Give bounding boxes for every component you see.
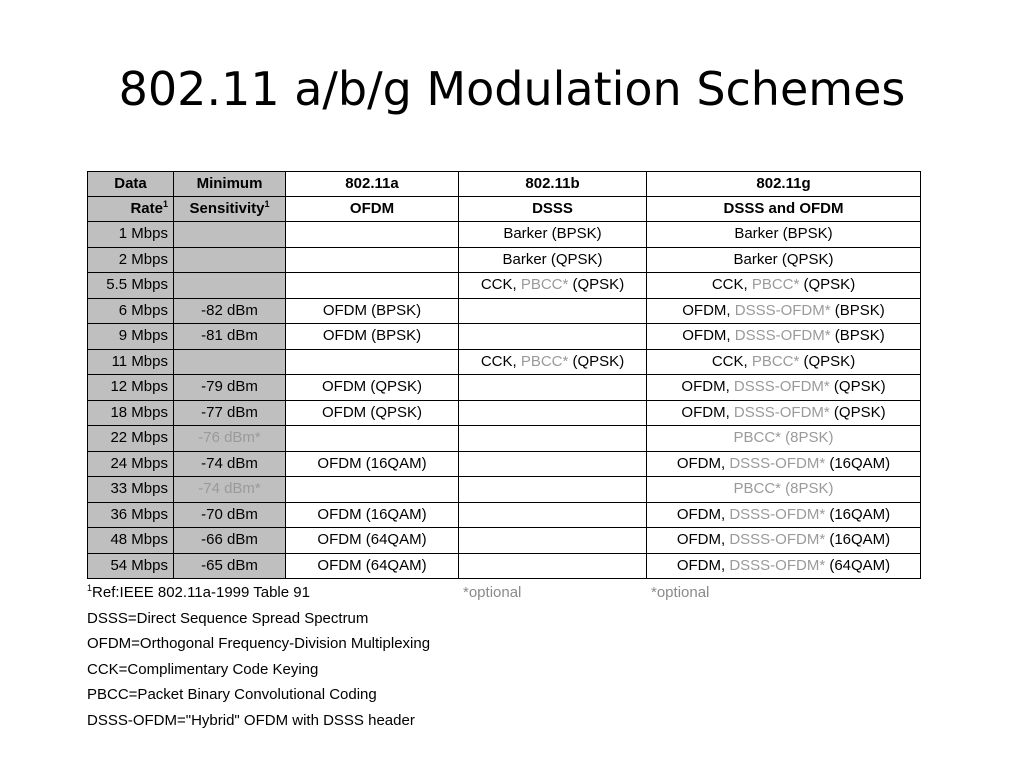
- table-row: [88, 477, 921, 503]
- cell-80211g: OFDM, DSSS-OFDM* (16QAM): [647, 528, 921, 554]
- cell-80211b: [459, 553, 647, 579]
- cell-80211g: OFDM, DSSS-OFDM* (16QAM): [647, 451, 921, 477]
- cell-80211b: [459, 502, 647, 528]
- cell-80211g: OFDM, DSSS-OFDM* (QPSK): [647, 400, 921, 426]
- footnote-line: OFDM=Orthogonal Frequency-Division Multiplexing: [87, 635, 431, 652]
- header-row-2: [88, 197, 921, 222]
- footnote-line: PBCC=Packet Binary Convolutional Coding: [87, 686, 377, 703]
- cell-80211g: PBCC* (8PSK): [647, 426, 921, 452]
- header-minimum: Minimum: [174, 172, 286, 197]
- table-row: [88, 349, 921, 375]
- header-rate: Rate$^1$: [88, 197, 174, 222]
- cell-80211a: [286, 247, 459, 273]
- rate-cell: 36 Mbps: [88, 502, 174, 528]
- cell-80211b: [459, 375, 647, 401]
- cell-80211b: [459, 477, 647, 503]
- sensitivity-cell: -70 dBm: [174, 502, 286, 528]
- table-row: [88, 324, 921, 350]
- rate-cell: 22 Mbps: [88, 426, 174, 452]
- cell-80211b: [459, 426, 647, 452]
- sensitivity-cell: -74 dBm*: [174, 477, 286, 503]
- cell-80211b: CCK, PBCC* (QPSK): [459, 349, 647, 375]
- rate-cell: 1 Mbps: [88, 222, 174, 248]
- cell-80211g: Barker (BPSK): [647, 222, 921, 248]
- optional-note-g: *optional: [651, 584, 710, 601]
- rate-cell: 24 Mbps: [88, 451, 174, 477]
- footnotes: [87, 580, 430, 733]
- table-row: [88, 247, 921, 273]
- cell-80211a: OFDM (64QAM): [286, 553, 459, 579]
- table-row: [88, 375, 921, 401]
- cell-80211g: OFDM, DSSS-OFDM* (BPSK): [647, 324, 921, 350]
- sensitivity-cell: -66 dBm: [174, 528, 286, 554]
- cell-80211a: OFDM (16QAM): [286, 502, 459, 528]
- cell-80211a: OFDM (16QAM): [286, 451, 459, 477]
- table-row: [88, 222, 921, 248]
- rate-cell: 2 Mbps: [88, 247, 174, 273]
- table-row: [88, 502, 921, 528]
- cell-80211g: OFDM, DSSS-OFDM* (16QAM): [647, 502, 921, 528]
- cell-80211b: [459, 528, 647, 554]
- cell-80211g: OFDM, DSSS-OFDM* (QPSK): [647, 375, 921, 401]
- sensitivity-cell: -76 dBm*: [174, 426, 286, 452]
- table-row: [88, 273, 921, 299]
- sensitivity-cell: [174, 222, 286, 248]
- rate-cell: 33 Mbps: [88, 477, 174, 503]
- footnote-line: DSSS=Direct Sequence Spread Spectrum: [87, 609, 369, 627]
- rate-cell: 11 Mbps: [88, 349, 174, 375]
- cell-80211a: OFDM (BPSK): [286, 298, 459, 324]
- footnote-ref: $^1$Ref:IEEE 802.11a-1999 Table 91: [87, 583, 310, 601]
- cell-80211g: Barker (QPSK): [647, 247, 921, 273]
- header-row-1: [88, 172, 921, 197]
- sensitivity-cell: -81 dBm: [174, 324, 286, 350]
- cell-80211a: [286, 222, 459, 248]
- table-row: [88, 451, 921, 477]
- rate-cell: 18 Mbps: [88, 400, 174, 426]
- header-sensitivity: Sensitivity$^1$: [174, 197, 286, 222]
- cell-80211a: [286, 273, 459, 299]
- cell-80211a: OFDM (QPSK): [286, 375, 459, 401]
- sensitivity-cell: -79 dBm: [174, 375, 286, 401]
- cell-80211g: CCK, PBCC* (QPSK): [647, 349, 921, 375]
- table-row: [88, 528, 921, 554]
- cell-80211g: OFDM, DSSS-OFDM* (64QAM): [647, 553, 921, 579]
- footnote-line: DSSS-OFDM="Hybrid" OFDM with DSSS header: [87, 711, 415, 729]
- table-row: [88, 426, 921, 452]
- sensitivity-cell: -74 dBm: [174, 451, 286, 477]
- cell-80211a: [286, 477, 459, 503]
- sensitivity-cell: [174, 349, 286, 375]
- cell-80211b: [459, 298, 647, 324]
- cell-80211a: OFDM (QPSK): [286, 400, 459, 426]
- footnote-line: CCK=Complimentary Code Keying: [87, 660, 319, 678]
- modulation-table: [87, 171, 921, 579]
- rate-cell: 5.5 Mbps: [88, 273, 174, 299]
- cell-80211g: PBCC* (8PSK): [647, 477, 921, 503]
- sensitivity-cell: [174, 273, 286, 299]
- cell-80211g: OFDM, DSSS-OFDM* (BPSK): [647, 298, 921, 324]
- cell-80211a: OFDM (64QAM): [286, 528, 459, 554]
- table-row: [88, 400, 921, 426]
- header-dsss: DSSS: [459, 197, 647, 222]
- sensitivity-cell: -65 dBm: [174, 553, 286, 579]
- cell-80211a: OFDM (BPSK): [286, 324, 459, 350]
- cell-80211b: [459, 451, 647, 477]
- cell-80211b: CCK, PBCC* (QPSK): [459, 273, 647, 299]
- cell-80211a: [286, 349, 459, 375]
- table-row: [88, 553, 921, 579]
- cell-80211g: CCK, PBCC* (QPSK): [647, 273, 921, 299]
- rate-cell: 54 Mbps: [88, 553, 174, 579]
- header-80211g: 802.11g: [647, 172, 921, 197]
- optional-note-b: *optional: [463, 584, 522, 601]
- cell-80211b: [459, 324, 647, 350]
- header-dsss-ofdm: DSSS and OFDM: [647, 197, 921, 222]
- cell-80211b: [459, 400, 647, 426]
- cell-80211b: Barker (QPSK): [459, 247, 647, 273]
- rate-cell: 12 Mbps: [88, 375, 174, 401]
- cell-80211a: [286, 426, 459, 452]
- rate-cell: 48 Mbps: [88, 528, 174, 554]
- rate-cell: 6 Mbps: [88, 298, 174, 324]
- cell-80211b: Barker (BPSK): [459, 222, 647, 248]
- slide-title: 802.11 a/b/g Modulation Schemes: [118, 62, 906, 116]
- sensitivity-cell: -82 dBm: [174, 298, 286, 324]
- sensitivity-cell: [174, 247, 286, 273]
- sensitivity-cell: -77 dBm: [174, 400, 286, 426]
- header-data: Data: [88, 172, 174, 197]
- header-ofdm: OFDM: [286, 197, 459, 222]
- table-row: [88, 298, 921, 324]
- rate-cell: 9 Mbps: [88, 324, 174, 350]
- header-80211a: 802.11a: [286, 172, 459, 197]
- header-80211b: 802.11b: [459, 172, 647, 197]
